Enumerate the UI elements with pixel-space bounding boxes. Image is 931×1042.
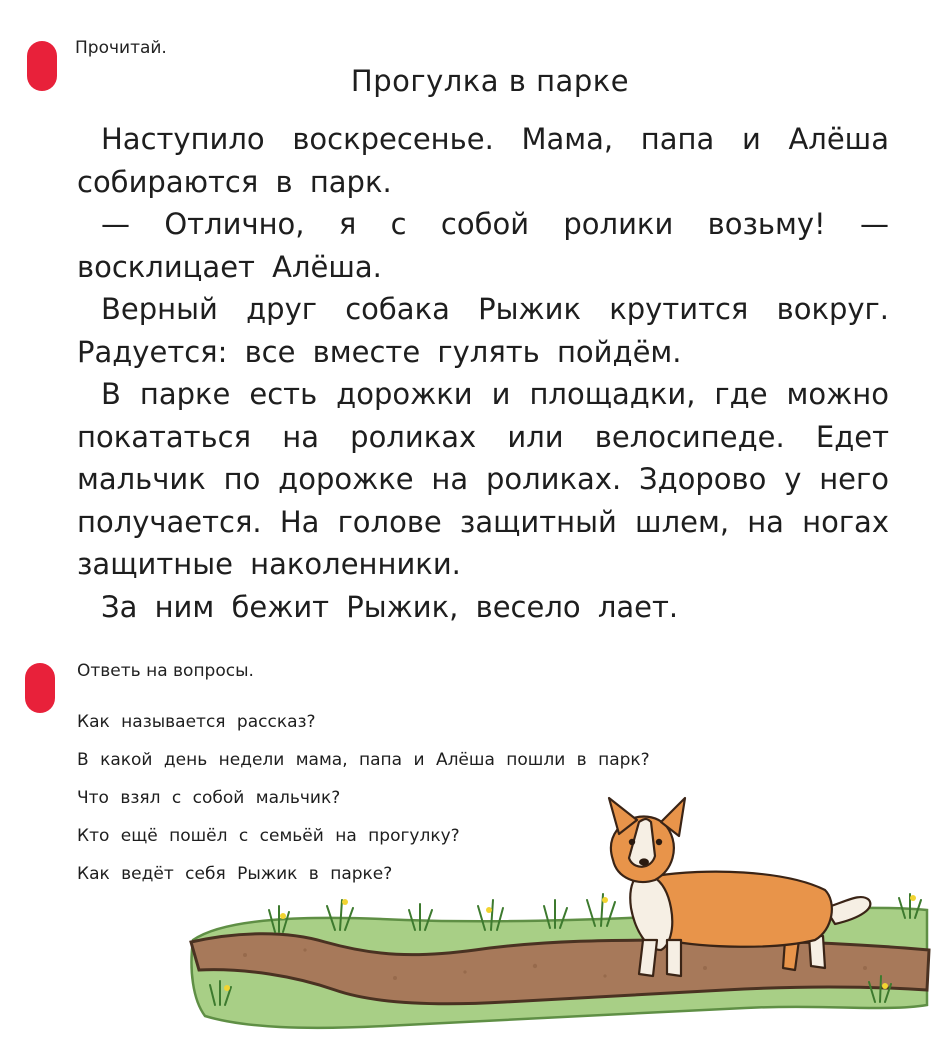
story-paragraph: За ним бежит Рыжик, весело лает. [101,589,679,624]
read-instruction: Прочитай. [75,38,167,58]
story-paragraph: Верный друг собака Рыжик крутится вокруг. Радуется: все вместе гулять пойдём. [77,292,889,369]
question-item: Что взял с собой мальчик? [77,788,341,808]
question-item: В какой день недели мама, папа и Алёша пошли в парк? [77,750,650,770]
corgi-illustration [185,790,931,1042]
story-paragraph: — Отлично, я с собой ролики возьму! — восклицает Алёша. [77,207,889,284]
story-title: Прогулка в парке [350,64,630,98]
story-text [77,118,889,628]
answer-instruction: Ответь на вопросы. [77,661,254,681]
question-item: Как ведёт себя Рыжик в парке? [77,864,393,884]
question-item: Кто ещё пошёл с семьёй на прогулку? [77,826,460,846]
story-paragraph: В парке есть дорожки и площадки, где можно покататься на роликах или велосипеде. Едет мальчик по дорожке на роликах. Здорово у него получается. На голове защитный шлем, на ногах защитные наколенники. [77,377,889,581]
story-paragraph: Наступило воскресенье. Мама, папа и Алёша собираются в парк. [77,122,889,199]
question-item: Как называется рассказ? [77,712,316,732]
section-marker [25,663,55,713]
